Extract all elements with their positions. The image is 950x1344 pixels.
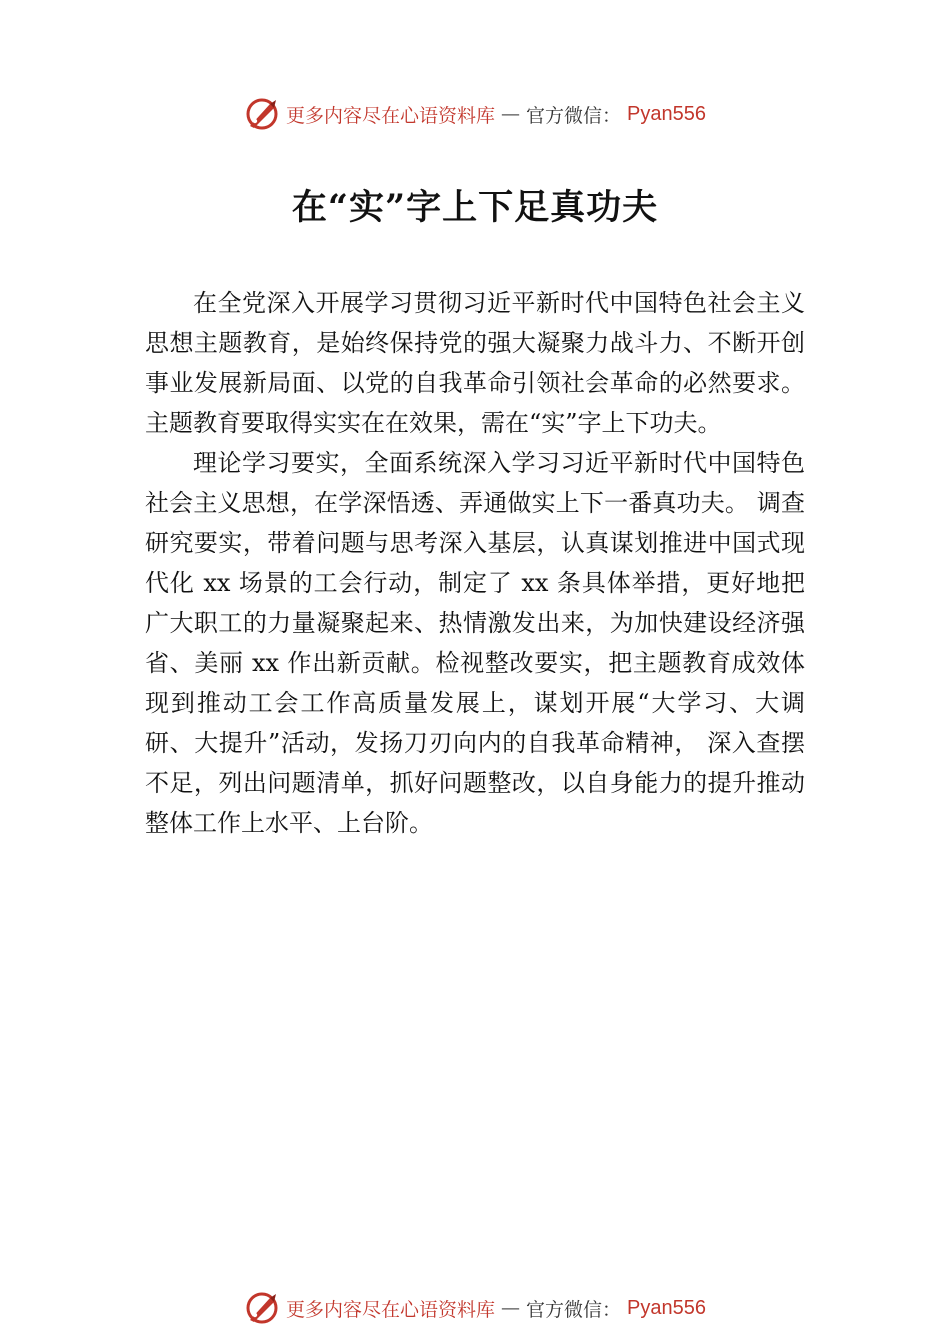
watermark-dash: — <box>501 103 521 125</box>
document-body <box>145 283 805 843</box>
watermark-label: 官方微信： <box>526 104 622 127</box>
paragraph: 在全党深入开展学习贯彻习近平新时代中国特色社会主义思想主题教育，是始终保持党的强大凝聚力战斗力、不断开创事业发展新局面、以党的自我革命引领社会革命的必然要求。主题教育要取得实实在在效果，需在“实”字上下功夫。 <box>145 289 805 437</box>
watermark-dash: — <box>501 1297 521 1319</box>
pen-logo-icon <box>244 1290 280 1326</box>
watermark-label: 官方微信： <box>526 1298 622 1321</box>
watermark-wechat-id: Pyan556 <box>627 1296 706 1319</box>
watermark-text: 更多内容尽在心语资料库 <box>286 1298 496 1321</box>
paragraph: 理论学习要实，全面系统深入学习习近平新时代中国特色社会主义思想，在学深悟透、弄通做实上下一番真功夫。 调查研究要实，带着问题与思考深入基层，认真谋划推进中国式现代化 xx 场景的工会行动，制定了 xx 条具体举措，更好地把广大职工的力量凝聚起来、热情激发出来，为加快建设经济强省、美丽 xx 作出新贡献。检视整改要实，把主题教育成效体现到推动工会工作高质量发展上，谋划开展“大学习、大调研、大提升”活动，发扬刀刃向内的自我革命精神， 深入查摆不足，列出问题清单，抓好问题整改，以自身能力的提升推动整体工作上水平、上台阶。 <box>145 449 805 837</box>
watermark-wechat-id: Pyan556 <box>627 102 706 125</box>
document-title: 在“实”字上下足真功夫 <box>291 187 659 228</box>
header-watermark <box>0 94 950 134</box>
footer-watermark <box>0 1288 950 1328</box>
watermark-text: 更多内容尽在心语资料库 <box>286 104 496 127</box>
pen-logo-icon <box>244 96 280 132</box>
